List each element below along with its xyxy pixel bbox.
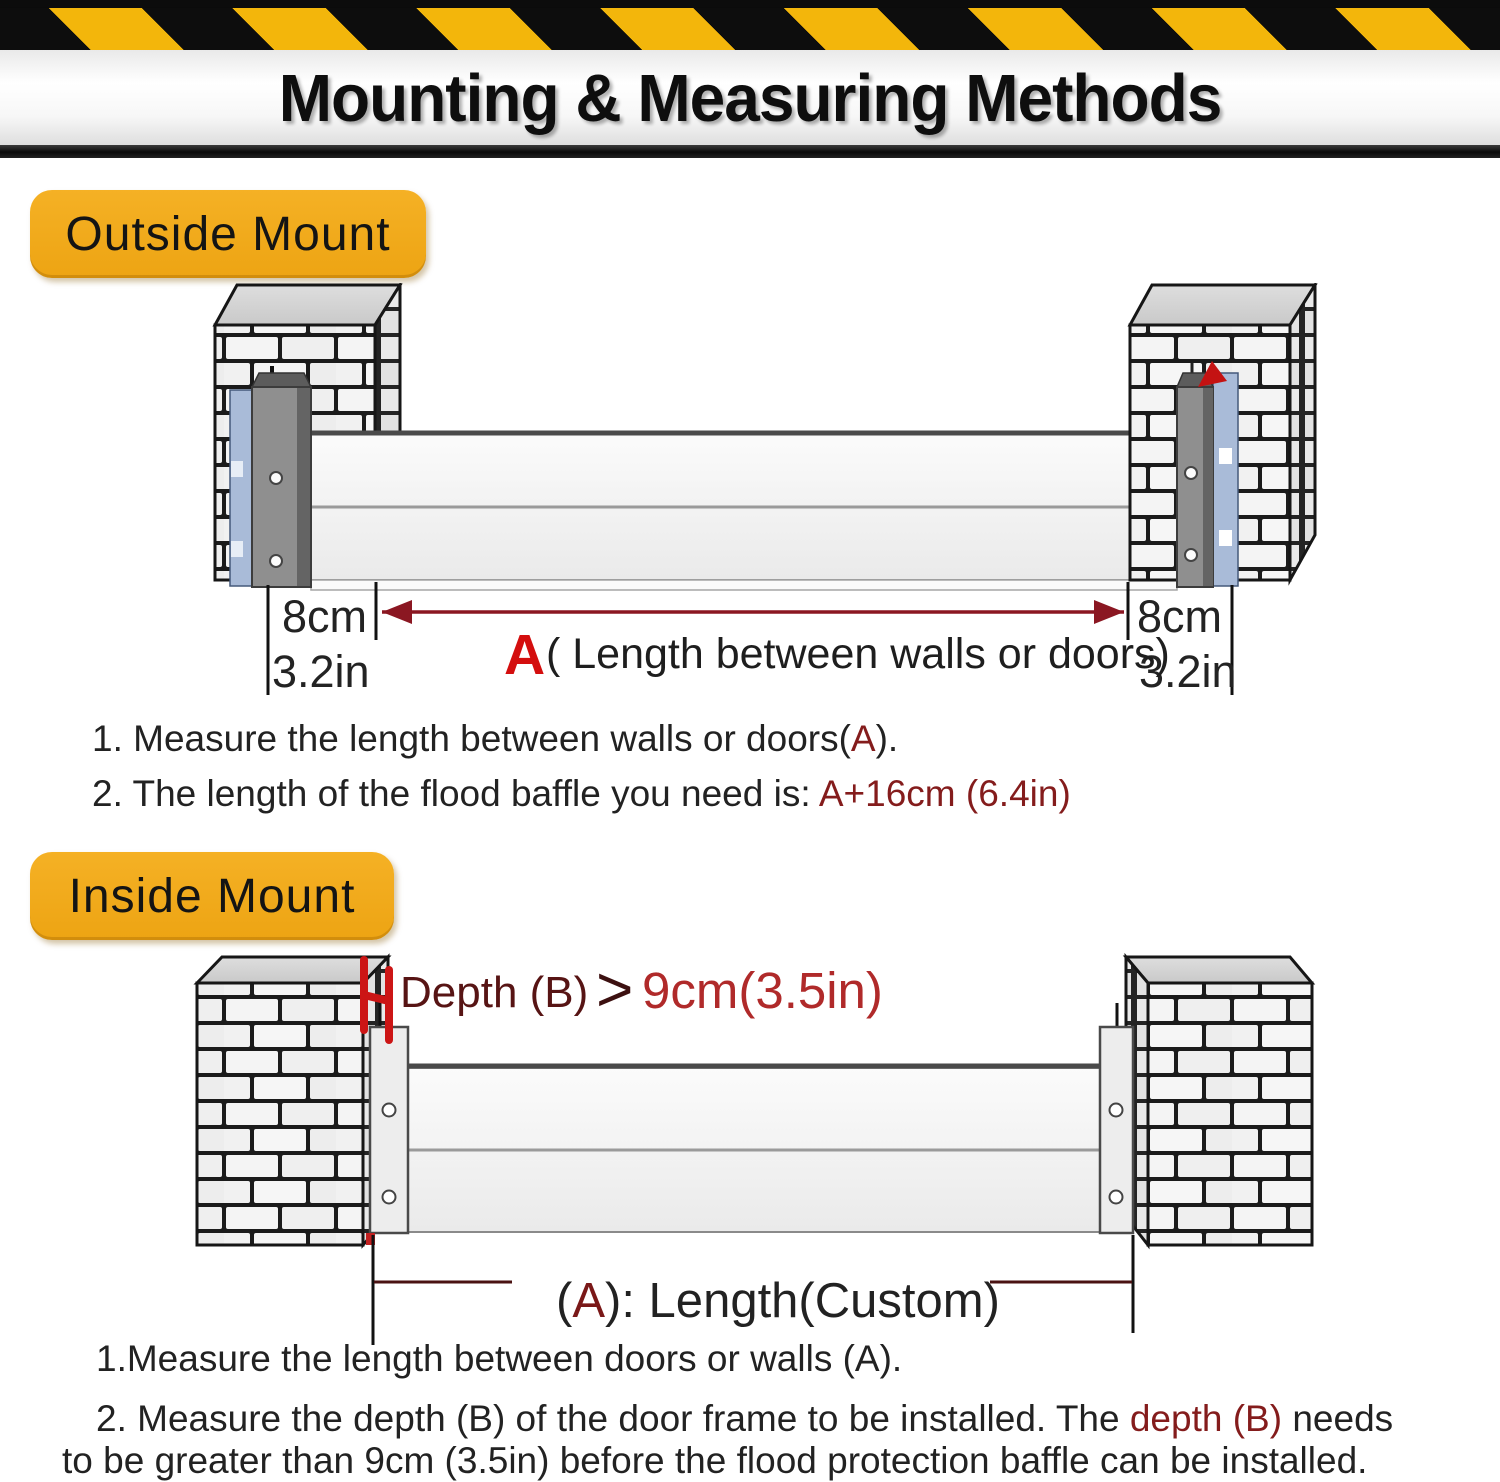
dim-left-in-label: 3.2in bbox=[272, 646, 370, 697]
outside-dimension-annotations bbox=[268, 582, 1237, 697]
pillar-front-face bbox=[197, 983, 363, 1245]
dim-a-description: ( Length between walls or doors) bbox=[546, 630, 1170, 678]
bracket-bar-edge bbox=[297, 388, 310, 586]
top-black-bar bbox=[0, 0, 1500, 8]
dim-a-letter: A bbox=[504, 623, 546, 687]
outside-mount-badge bbox=[30, 190, 426, 278]
outside-mount-diagram bbox=[0, 283, 1500, 708]
seal-strip-blue bbox=[1213, 373, 1238, 586]
pillar-top-cap bbox=[215, 285, 400, 325]
inside-step-2-line2: to be greater than 9cm (3.5in) before the flood protection baffle can be installed. bbox=[62, 1440, 1368, 1481]
screw-hole bbox=[383, 1191, 396, 1204]
highlight-depth-b: depth (B) bbox=[1129, 1398, 1283, 1439]
outside-mount-badge-label: Outside Mount bbox=[65, 207, 391, 261]
pillar-top-cap bbox=[1126, 957, 1312, 983]
greater-than-sign: > bbox=[596, 953, 634, 1025]
dim-right-cm-label: 8cm bbox=[1137, 591, 1223, 642]
depth-label-group bbox=[400, 953, 883, 1025]
barrier-bottom-lip bbox=[311, 580, 1177, 590]
inside-left-brick-pillar bbox=[197, 957, 388, 1245]
inside-mount-badge-label: Inside Mount bbox=[68, 869, 356, 923]
screw-hole bbox=[1185, 549, 1197, 561]
bracket-top-cap bbox=[252, 373, 311, 387]
inside-mount-diagram bbox=[0, 945, 1500, 1350]
inside-right-brick-pillar bbox=[1126, 957, 1312, 1245]
screw-hole bbox=[1185, 467, 1197, 479]
arrow-head-right-icon bbox=[1094, 600, 1124, 624]
title-band bbox=[0, 50, 1500, 145]
arrow-head-left-icon bbox=[382, 600, 412, 624]
inside-mount-badge bbox=[30, 852, 394, 940]
inside-right-bracket bbox=[1100, 1003, 1133, 1233]
flood-barrier bbox=[311, 433, 1177, 590]
hazard-stripe-band bbox=[0, 8, 1500, 50]
screw-hole bbox=[270, 555, 282, 567]
dim-left-cm-label: 8cm bbox=[282, 591, 368, 642]
pillar-side-face bbox=[1290, 285, 1315, 580]
screw-hole bbox=[270, 472, 282, 484]
seal-strip-slot bbox=[1219, 530, 1232, 546]
pillar-top-cap bbox=[1130, 285, 1315, 325]
highlight-formula: A+16cm (6.4in) bbox=[818, 773, 1071, 814]
seal-strip-slot bbox=[231, 541, 243, 557]
page-title: Mounting & Measuring Methods bbox=[278, 60, 1222, 135]
seal-strip-slot bbox=[231, 461, 243, 477]
screw-hole bbox=[1110, 1191, 1123, 1204]
dim-right-in-label: 3.2in bbox=[1139, 646, 1237, 697]
inside-dimension-annotations bbox=[373, 1235, 1133, 1345]
outside-left-bracket bbox=[230, 366, 311, 587]
outside-step-2: 2. The length of the flood baffle you need is: A+16cm (6.4in) bbox=[92, 773, 1071, 814]
inside-flood-barrier bbox=[408, 1066, 1102, 1232]
screw-hole bbox=[383, 1104, 396, 1117]
depth-b-value: 9cm(3.5in) bbox=[642, 962, 883, 1019]
title-divider-bar bbox=[0, 145, 1500, 158]
screw-hole bbox=[1110, 1104, 1123, 1117]
outside-step-1: 1. Measure the length between walls or doors(A). bbox=[92, 718, 899, 759]
inside-step-2: 2. Measure the depth (B) of the door frame to be installed. The depth (B) needs bbox=[96, 1398, 1394, 1439]
pillar-top-cap bbox=[197, 957, 388, 983]
depth-b-label: Depth (B) bbox=[400, 968, 589, 1017]
inside-dim-label: (A): Length(Custom) bbox=[556, 1274, 1000, 1328]
inside-step-1: 1.Measure the length between doors or walls (A). bbox=[96, 1338, 903, 1379]
bracket-bar-edge bbox=[1203, 388, 1213, 586]
highlight-a: A bbox=[850, 718, 876, 759]
outside-right-bracket bbox=[1177, 361, 1238, 587]
pillar-front-face bbox=[1148, 983, 1312, 1245]
seal-strip-slot bbox=[1219, 448, 1232, 464]
